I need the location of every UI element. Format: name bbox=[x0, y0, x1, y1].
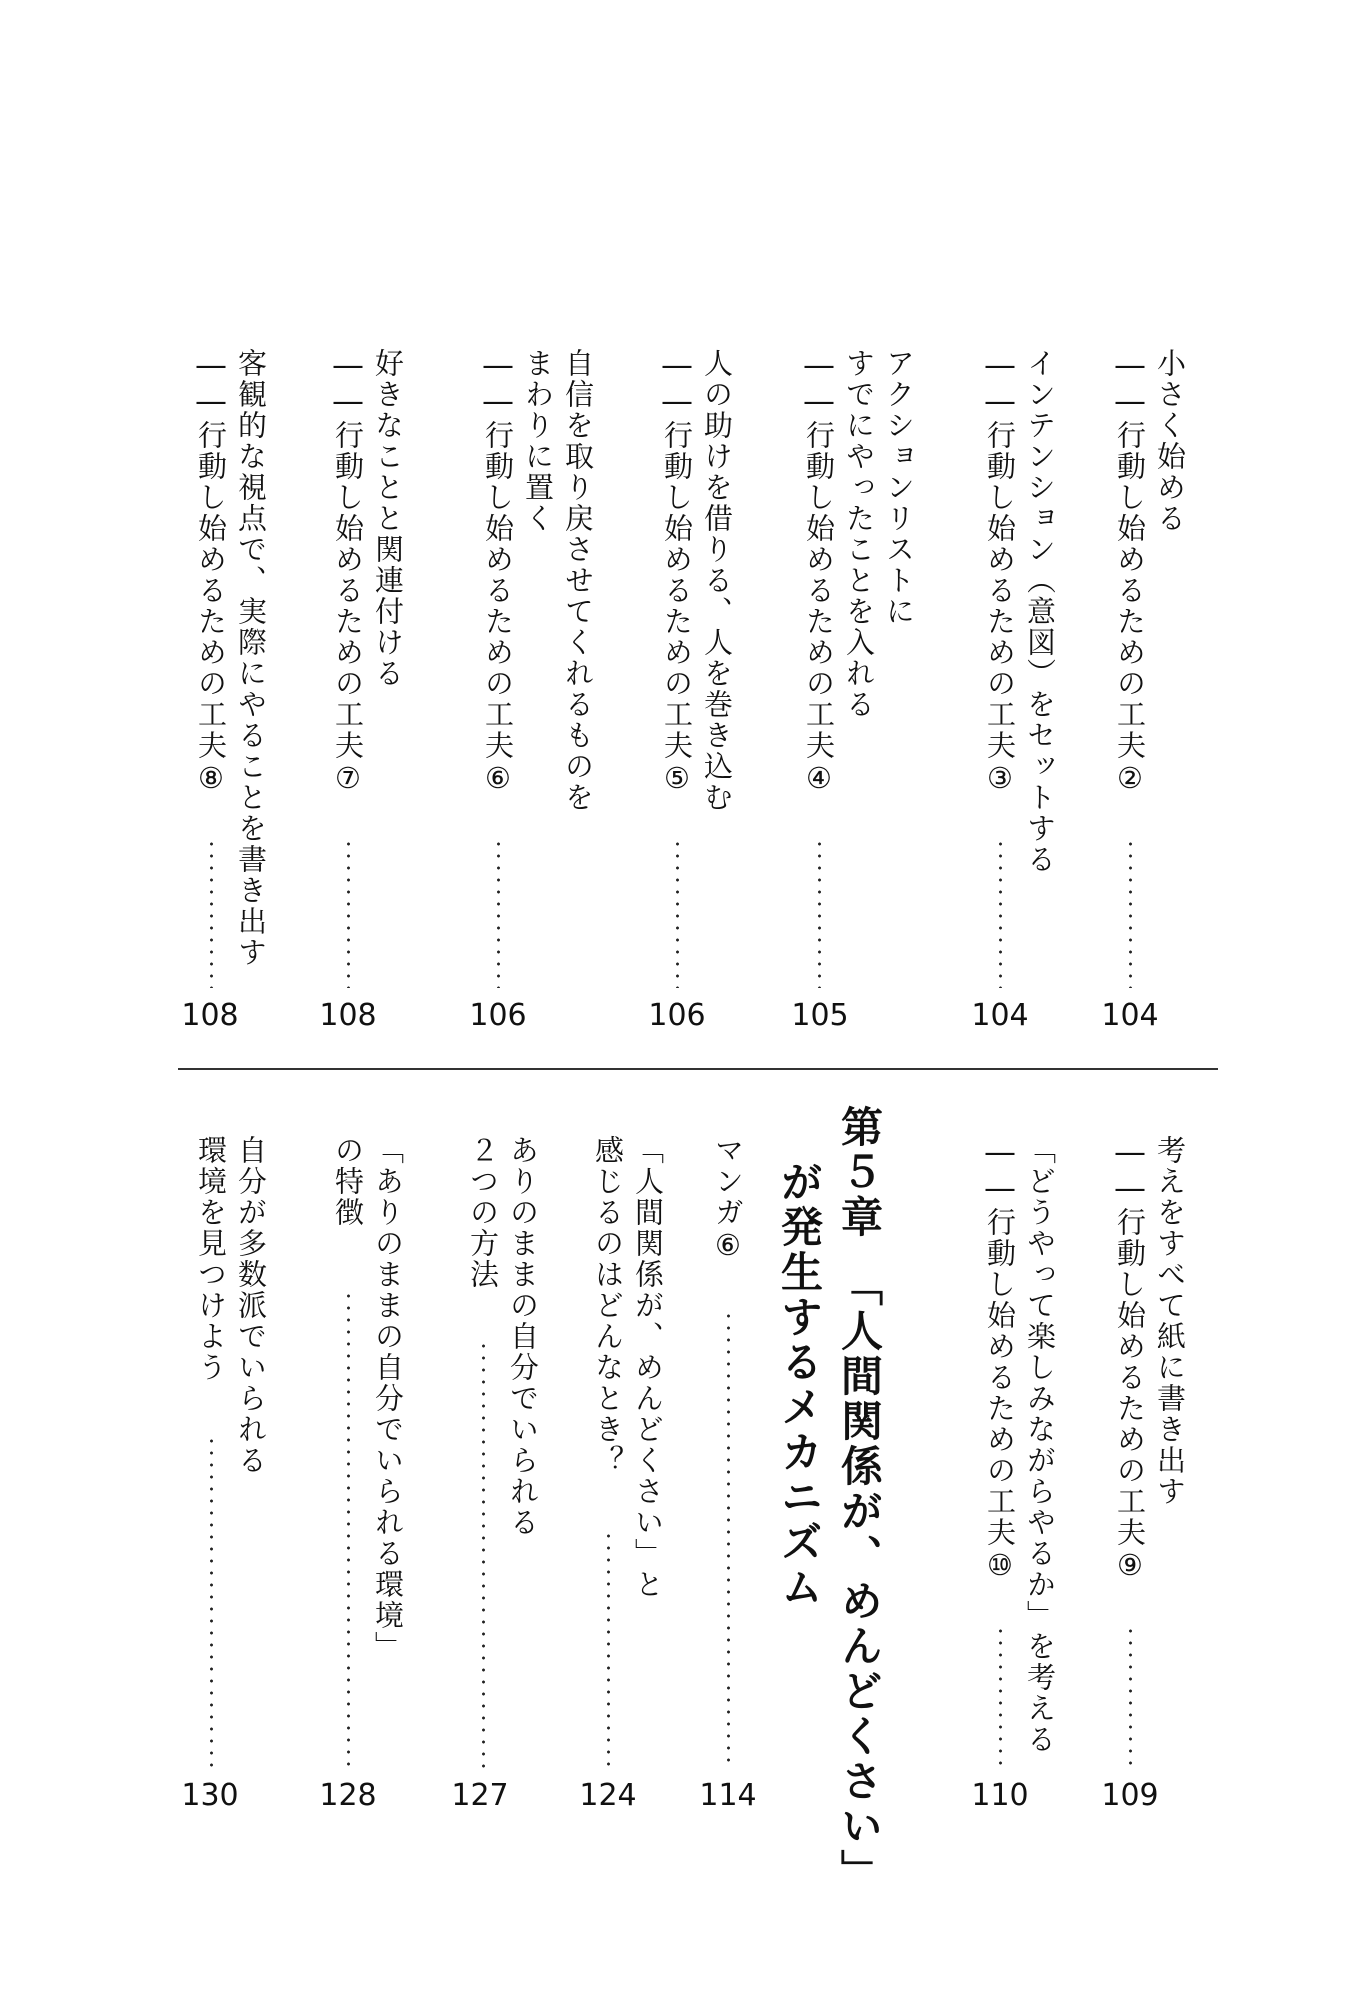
leader-dots bbox=[482, 1340, 485, 1770]
page-number: 105 bbox=[791, 998, 849, 1033]
leader-dots bbox=[818, 838, 821, 988]
toc-title-line2: 環境を見つけよう bbox=[194, 1135, 228, 1383]
section-divider bbox=[178, 1068, 1218, 1070]
leader-dots bbox=[999, 1625, 1002, 1770]
leader-dots bbox=[727, 1310, 730, 1770]
toc-title: 自信を取り戻させてくれるものを bbox=[561, 348, 595, 813]
leader-dots bbox=[607, 1530, 610, 1770]
page-number: 104 bbox=[1101, 998, 1159, 1033]
toc-title: 小さく始める bbox=[1153, 348, 1187, 534]
toc-title: 「人間関係が、めんどくさい」と bbox=[631, 1135, 665, 1600]
toc-title: 考えをすべて紙に書き出す bbox=[1153, 1135, 1187, 1507]
toc-title: 人の助けを借りる、人を巻き込む bbox=[700, 348, 734, 813]
page-number: 106 bbox=[648, 998, 706, 1033]
leader-dots bbox=[676, 838, 679, 988]
toc-title-line2: 感じるのはどんなとき？ bbox=[591, 1135, 625, 1476]
leader-dots bbox=[497, 838, 500, 988]
toc-title-line2: すでにやったことを入れる bbox=[842, 348, 876, 720]
page-number: 108 bbox=[319, 998, 377, 1033]
chapter-heading: 第５章 「人間関係が、めんどくさい」 bbox=[835, 1105, 884, 1894]
toc-title-line2: の特徴 bbox=[331, 1135, 365, 1228]
toc-subtitle: ――行動し始めるための工夫④ bbox=[802, 348, 836, 797]
chapter-heading-line2: が発生するメカニズム bbox=[775, 1160, 824, 1610]
page-number: 108 bbox=[181, 998, 239, 1033]
leader-dots bbox=[347, 838, 350, 988]
page-number: 104 bbox=[971, 998, 1029, 1033]
toc-title: マンガ⑥ bbox=[711, 1135, 745, 1264]
page-number: 114 bbox=[699, 1778, 757, 1813]
page-number: 110 bbox=[971, 1778, 1029, 1813]
toc-subtitle: ――行動し始めるための工夫⑩ bbox=[983, 1135, 1017, 1584]
page-number: 124 bbox=[579, 1778, 637, 1813]
toc-title-line2: ２つの方法 bbox=[466, 1135, 500, 1290]
toc-title: 好きなことと関連付ける bbox=[371, 348, 405, 689]
toc-subtitle: ――行動し始めるための工夫② bbox=[1113, 348, 1147, 797]
toc-title: アクションリストに bbox=[882, 348, 916, 627]
leader-dots bbox=[1129, 1625, 1132, 1770]
toc-title: ありのままの自分でいられる bbox=[506, 1135, 540, 1538]
page-number: 106 bbox=[469, 998, 527, 1033]
leader-dots bbox=[347, 1290, 350, 1770]
toc-subtitle: ――行動し始めるための工夫⑥ bbox=[481, 348, 515, 797]
toc-subtitle: ――行動し始めるための工夫⑦ bbox=[331, 348, 365, 797]
toc-title: 自分が多数派でいられる bbox=[234, 1135, 268, 1476]
toc-title: 客観的な視点で、実際にやることを書き出す bbox=[234, 348, 268, 968]
page-number: 127 bbox=[451, 1778, 509, 1813]
toc-title: インテンション（意図）をセットする bbox=[1023, 348, 1057, 875]
toc-subtitle: ――行動し始めるための工夫⑧ bbox=[194, 348, 228, 797]
page-number: 130 bbox=[181, 1778, 239, 1813]
leader-dots bbox=[999, 838, 1002, 988]
toc-subtitle: ――行動し始めるための工夫③ bbox=[983, 348, 1017, 797]
toc-subtitle: ――行動し始めるための工夫⑨ bbox=[1113, 1135, 1147, 1584]
toc-title: 「ありのままの自分でいられる環境」 bbox=[371, 1135, 405, 1662]
toc-subtitle: ――行動し始めるための工夫⑤ bbox=[660, 348, 694, 797]
toc-title: 「どうやって楽しみながらやるか」を考える bbox=[1023, 1135, 1057, 1755]
leader-dots bbox=[1129, 838, 1132, 988]
leader-dots bbox=[210, 1435, 213, 1770]
leader-dots bbox=[210, 838, 213, 988]
page-number: 109 bbox=[1101, 1778, 1159, 1813]
toc-title-line2: まわりに置く bbox=[521, 348, 555, 534]
page-number: 128 bbox=[319, 1778, 377, 1813]
